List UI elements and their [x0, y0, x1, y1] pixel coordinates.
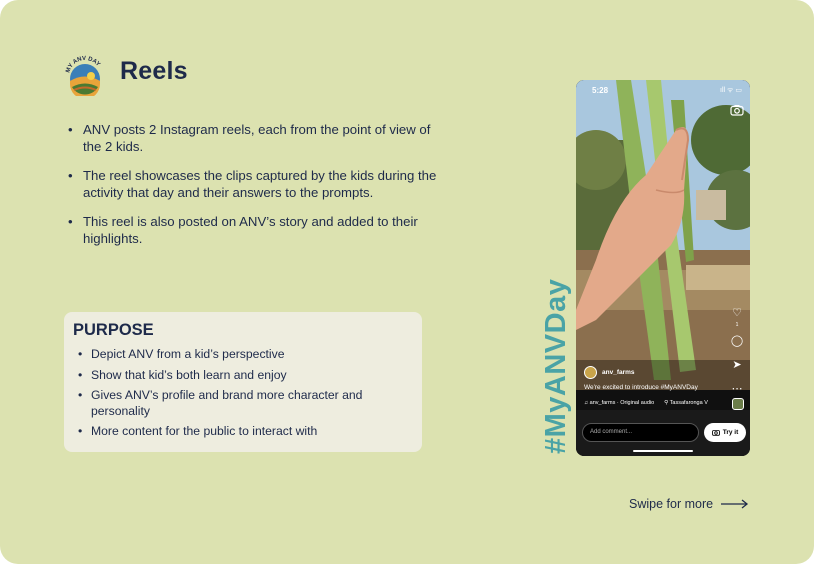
reel-side-actions [730, 306, 744, 406]
more-icon[interactable]: ⋯ [731, 383, 743, 395]
purpose-title: PURPOSE [73, 321, 154, 339]
swipe-hint[interactable] [629, 497, 749, 511]
purpose-item: • Show that kid’s both learn and enjoy [78, 368, 412, 384]
phone-mockup [576, 80, 750, 456]
music-thumbnail[interactable] [732, 398, 744, 410]
avatar[interactable] [584, 366, 597, 379]
description-list [68, 122, 448, 260]
reel-meta [584, 400, 708, 406]
status-icons: ıll ᯤ ▭ [720, 87, 742, 94]
status-time: 5:28 [592, 86, 609, 95]
like-count: 1 [735, 322, 739, 328]
try-it-label: Try it [722, 429, 739, 436]
location-label: Tassafaronga V [669, 400, 708, 406]
comment-icon[interactable]: ◯ [730, 335, 744, 347]
reel-caption: We're excited to introduce #MyANVDay [584, 384, 698, 391]
try-it-button[interactable] [704, 423, 746, 442]
username[interactable]: anv_farms [602, 369, 635, 376]
audio-label: anv_farms · Original audio [589, 400, 655, 406]
purpose-box [64, 312, 422, 452]
arrow-right-icon [721, 499, 749, 509]
purpose-item: • More content for the public to interact with [78, 424, 412, 440]
purpose-item: • Gives ANV’s profile and brand more character and personality [78, 388, 412, 419]
comment-input[interactable]: Add comment... [582, 423, 699, 442]
logo-text: MY ANV DAY [65, 55, 101, 74]
purpose-list [73, 347, 412, 440]
audio-info[interactable]: ♫ anv_farms · Original audio [584, 400, 655, 406]
home-indicator [633, 450, 693, 452]
swipe-label: Swipe for more [629, 497, 714, 511]
heart-icon[interactable]: ♡ [732, 307, 742, 319]
description-item: • ANV posts 2 Instagram reels, each from the point of view of the 2 kids. [68, 122, 448, 155]
description-item: • This reel is also posted on ANV’s story and added to their highlights. [68, 214, 448, 247]
location-info[interactable]: ⚲ Tassafaronga V [664, 400, 708, 406]
hashtag-label: #MyANVDay [540, 278, 572, 454]
anv-logo [64, 54, 106, 96]
description-item: • The reel showcases the clips captured by the kids during the activity that day and their answers to the prompts. [68, 168, 448, 201]
purpose-item: • Depict ANV from a kid’s perspective [78, 347, 412, 363]
reel-author[interactable] [584, 366, 635, 379]
send-icon[interactable]: ➤ [732, 359, 742, 371]
camera-icon [712, 429, 720, 436]
camera-icon[interactable] [730, 104, 744, 116]
page-title: Reels [120, 57, 188, 85]
